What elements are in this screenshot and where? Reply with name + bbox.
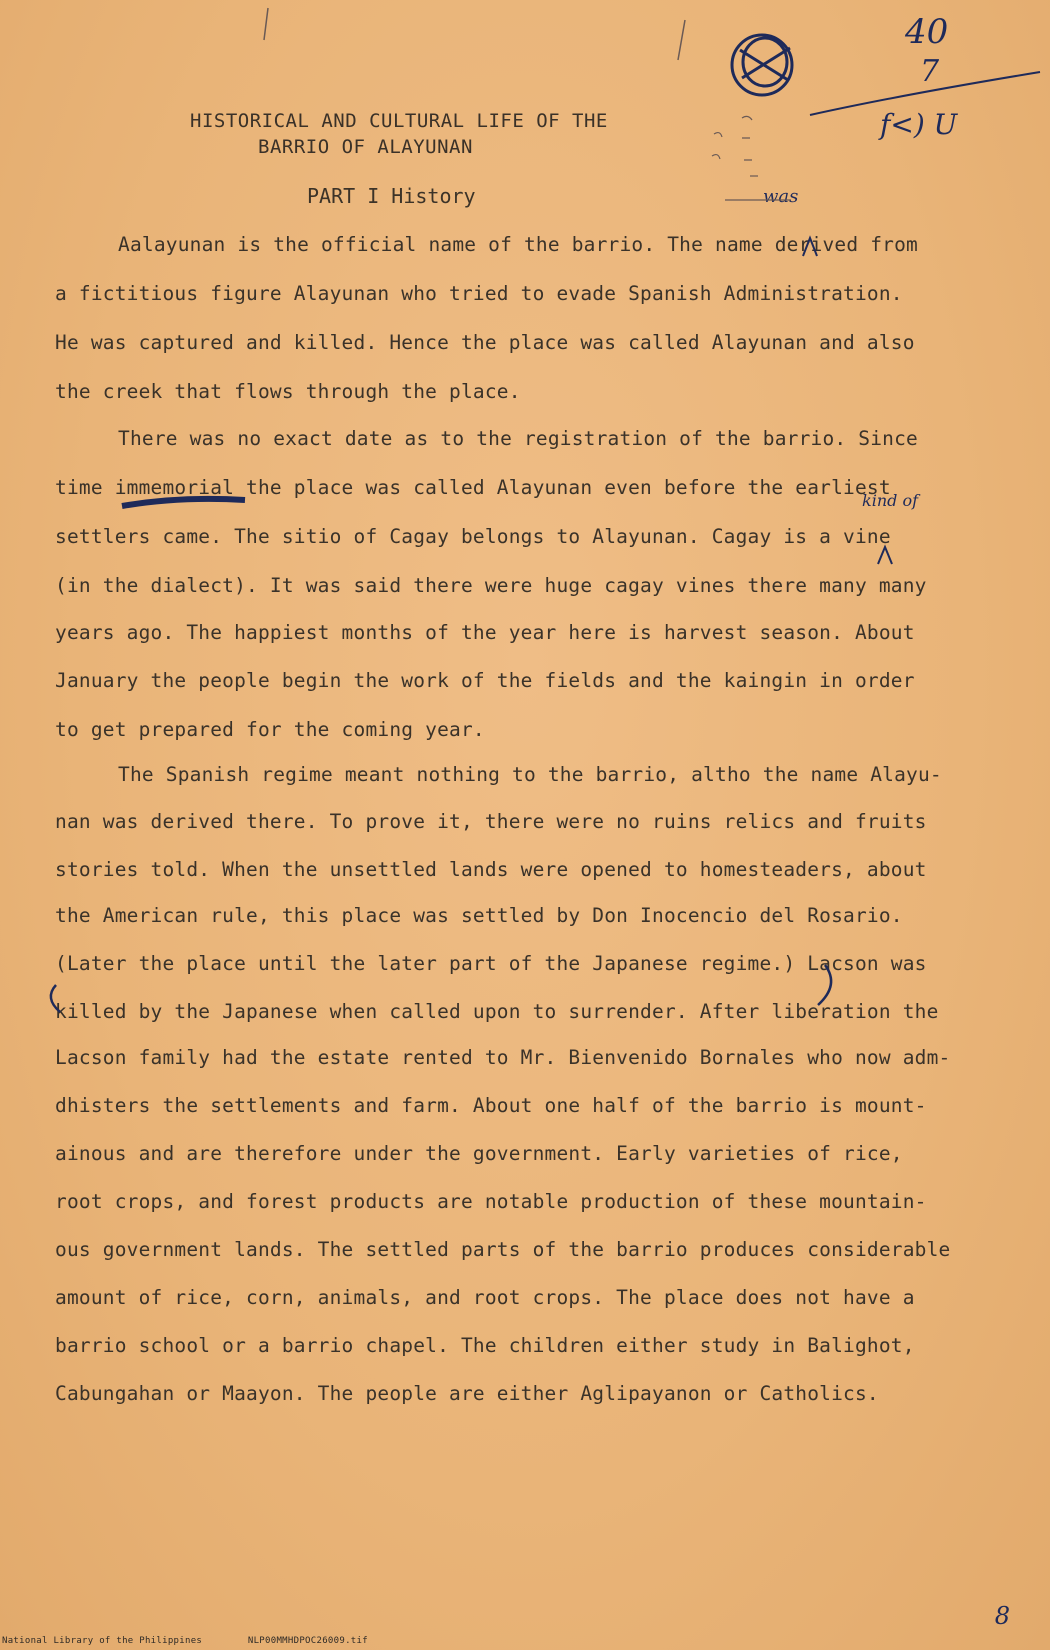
handwritten-mark: 7 bbox=[920, 54, 940, 89]
body-line: There was no exact date as to the registration of the barrio. Since bbox=[118, 427, 918, 450]
body-line: stories told. When the unsettled lands were opened to homesteaders, about bbox=[55, 858, 927, 881]
pencil-tally bbox=[712, 116, 790, 200]
handwritten-number: 40 bbox=[905, 12, 949, 52]
body-line: Cabungahan or Maayon. The people are either Aglipayanon or Catholics. bbox=[55, 1382, 879, 1405]
insertion-caret bbox=[803, 238, 817, 256]
body-line: (in the dialect). It was said there were huge cagay vines there many many bbox=[55, 574, 927, 597]
body-line: January the people begin the work of the fields and the kaingin in order bbox=[55, 669, 915, 692]
handwritten-insert-kind-of: kind of bbox=[862, 491, 918, 510]
handwritten-margin-note: f<) U bbox=[880, 108, 958, 141]
pen-stroke bbox=[810, 72, 1040, 115]
body-line: the creek that flows through the place. bbox=[55, 380, 521, 403]
body-line: time immemorial the place was called Alayunan even before the earliest bbox=[55, 476, 891, 499]
footer-library: National Library of the Philippines bbox=[2, 1636, 203, 1646]
body-line: amount of rice, corn, animals, and root crops. The place does not have a bbox=[55, 1286, 915, 1309]
part-heading: PART I History bbox=[307, 184, 476, 208]
strikeout-mark bbox=[122, 499, 245, 506]
body-line: root crops, and forest products are notable production of these mountain- bbox=[55, 1190, 927, 1213]
document-title-line-2: BARRIO OF ALAYUNAN bbox=[258, 136, 473, 158]
body-line: killed by the Japanese when called upon to surrender. After liberation the bbox=[55, 1000, 939, 1023]
pencil-mark bbox=[264, 8, 685, 60]
body-line: settlers came. The sitio of Cagay belongs to Alayunan. Cagay is a vine bbox=[55, 525, 891, 548]
body-line: the American rule, this place was settled by Don Inocencio del Rosario. bbox=[55, 904, 903, 927]
body-line: ainous and are therefore under the government. Early varieties of rice, bbox=[55, 1142, 903, 1165]
handwritten-insert-was: was bbox=[763, 186, 799, 207]
body-line: Lacson family had the estate rented to Mr. Bienvenido Bornales who now adm- bbox=[55, 1046, 951, 1069]
scan-footer bbox=[2, 1636, 408, 1646]
body-line: ous government lands. The settled parts of the barrio produces considerable bbox=[55, 1238, 951, 1261]
footer-file-id: NLP00MMHDPOC26009.tif bbox=[247, 1636, 368, 1646]
body-line: Aalayunan is the official name of the barrio. The name derived from bbox=[118, 233, 918, 256]
body-line: a fictitious figure Alayunan who tried to evade Spanish Administration. bbox=[55, 282, 903, 305]
page-number: 8 bbox=[994, 1602, 1010, 1630]
body-line: years ago. The happiest months of the year here is harvest season. About bbox=[55, 621, 915, 644]
insertion-caret-2 bbox=[878, 547, 892, 564]
body-line: nan was derived there. To prove it, there were no ruins relics and fruits bbox=[55, 810, 927, 833]
document-title-line-1: HISTORICAL AND CULTURAL LIFE OF THE bbox=[190, 110, 608, 132]
scribble-mark bbox=[732, 35, 792, 95]
bracket-open bbox=[51, 985, 60, 1012]
body-line: dhisters the settlements and farm. About one half of the barrio is mount- bbox=[55, 1094, 927, 1117]
body-line: to get prepared for the coming year. bbox=[55, 718, 485, 741]
body-line: barrio school or a barrio chapel. The children either study in Balighot, bbox=[55, 1334, 915, 1357]
body-line: He was captured and killed. Hence the place was called Alayunan and also bbox=[55, 331, 915, 354]
body-line: The Spanish regime meant nothing to the barrio, altho the name Alayu- bbox=[118, 763, 942, 786]
body-line: (Later the place until the later part of the Japanese regime.) Lacson was bbox=[55, 952, 927, 975]
bracket-close bbox=[818, 965, 831, 1005]
